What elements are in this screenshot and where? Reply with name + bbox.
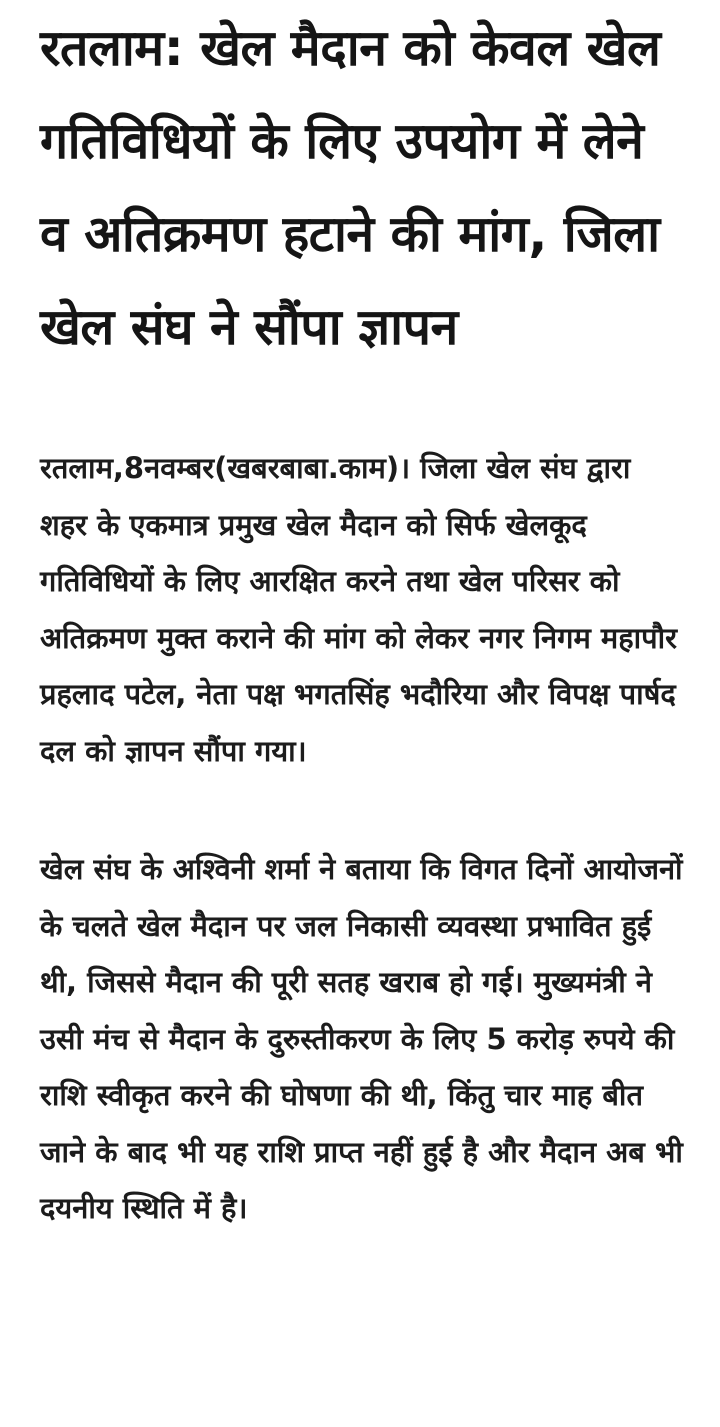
article-paragraph-1: रतलाम,8नवम्बर(खबरबाबा.काम)। जिला खेल संघ द्वारा शहर के एकमात्र प्रमुख खेल मैदान को सिर्फ खेलकूद गतिविधियों के लिए आरक्षित करने तथा खेल परिसर को अतिक्रमण मुक्त कराने की मांग को लेकर नगर निगम महापौर प्रहलाद पटेल, नेता पक्ष भगतसिंह भदौरिया और विपक्ष पार्षद दल को ज्ञापन सौंपा गया।: [40, 451, 677, 768]
article-paragraph-2: खेल संघ के अश्विनी शर्मा ने बताया कि विगत दिनों आयोजनों के चलते खेल मैदान पर जल निकासी व्यवस्था प्रभावित हुई थी, जिससे मैदान की पूरी सतह खराब हो गई। मुख्यमंत्री ने उसी मंच से मैदान के दुरुस्तीकरण के लिए 5 करोड़ रुपये की राशि स्वीकृत करने की घोषणा की थी, किंतु चार माह बीत जाने के बाद भी यह राशि प्राप्त नहीं हुई है और मैदान अब भी दयनीय स्थिति में है।: [40, 852, 683, 1225]
article-headline: रतलाम: खेल मैदान को केवल खेल गतिविधियों के लिए उपयोग में लेने व अतिक्रमण हटाने की मांग, जिला खेल संघ ने सौंपा ज्ञापन: [40, 19, 661, 356]
